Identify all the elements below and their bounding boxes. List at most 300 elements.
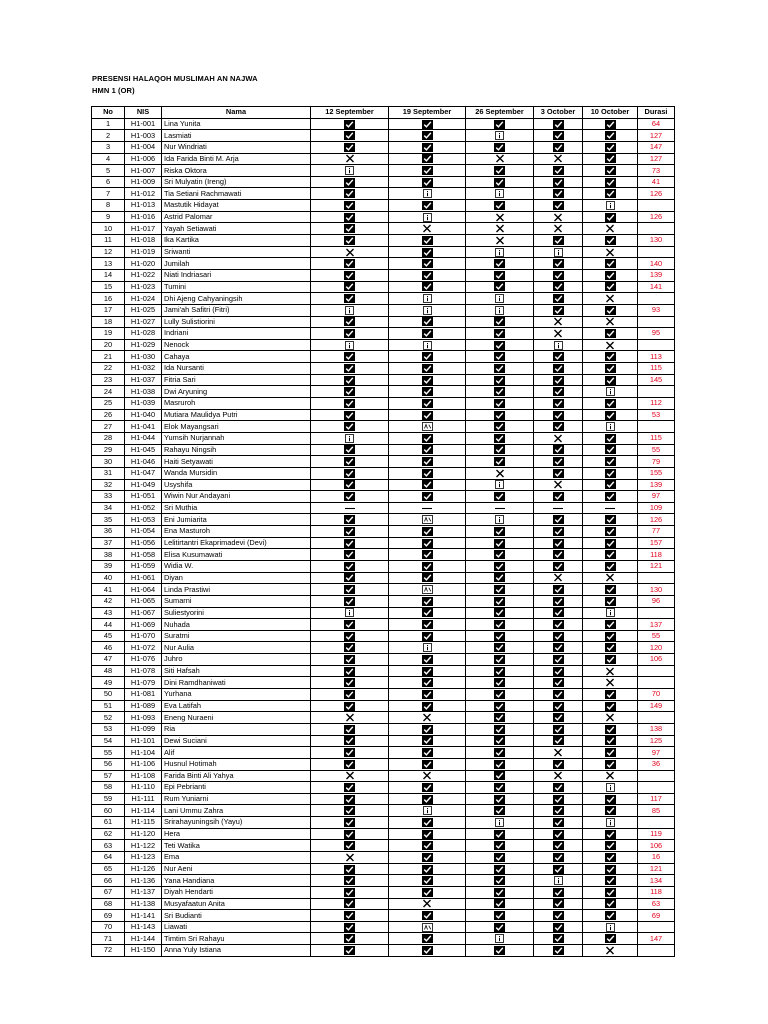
check-box-icon	[494, 632, 505, 641]
table-row	[92, 898, 675, 910]
check-box-icon	[494, 411, 505, 420]
row-number: 43	[92, 607, 125, 619]
attendance-26-september	[466, 176, 534, 188]
attendance-26-september	[466, 840, 534, 852]
check-box-icon	[553, 620, 564, 629]
attendance-19-september	[389, 886, 466, 898]
attendance-12-september	[311, 130, 389, 142]
cross-icon	[553, 224, 563, 233]
check-box-icon	[422, 282, 433, 291]
header-nama: Nama	[162, 107, 311, 119]
attendance-3-october	[534, 852, 583, 864]
attendance-3-october	[534, 502, 583, 514]
attendance-3-october	[534, 875, 583, 887]
table-row	[92, 642, 675, 654]
attendance-10-october	[583, 235, 638, 247]
name-cell: Eneng Nuraeni	[162, 712, 311, 724]
check-box-icon	[344, 120, 355, 129]
attendance-12-september	[311, 409, 389, 421]
check-box-icon	[494, 690, 505, 699]
attendance-3-october	[534, 595, 583, 607]
attendance-3-october	[534, 654, 583, 666]
check-box-icon	[605, 748, 616, 757]
attendance-10-october	[583, 502, 638, 514]
nis-cell: H1-058	[125, 549, 162, 561]
attendance-26-september	[466, 374, 534, 386]
duration-cell	[638, 607, 675, 619]
attendance-12-september	[311, 246, 389, 258]
check-box-icon	[553, 585, 564, 594]
attendance-19-september	[389, 223, 466, 235]
name-cell: Hera	[162, 828, 311, 840]
row-number: 17	[92, 304, 125, 316]
attendance-12-september	[311, 421, 389, 433]
check-box-icon	[494, 562, 505, 571]
check-box-icon	[344, 480, 355, 489]
attendance-10-october	[583, 246, 638, 258]
attendance-10-october	[583, 432, 638, 444]
check-box-icon	[494, 667, 505, 676]
info-box-icon	[606, 608, 615, 617]
name-cell: Ria	[162, 723, 311, 735]
check-box-icon	[605, 795, 616, 804]
check-box-icon	[494, 387, 505, 396]
name-cell: Siti Hafsah	[162, 665, 311, 677]
info-box-icon	[423, 341, 432, 350]
check-box-icon	[494, 760, 505, 769]
check-box-icon	[553, 387, 564, 396]
check-box-icon	[422, 364, 433, 373]
check-box-icon	[553, 259, 564, 268]
check-box-icon	[344, 643, 355, 652]
table-row	[92, 747, 675, 759]
attendance-10-october	[583, 130, 638, 142]
name-cell: Liawati	[162, 921, 311, 933]
table-row	[92, 526, 675, 538]
attendance-26-september	[466, 304, 534, 316]
attendance-19-september	[389, 188, 466, 200]
name-cell: Diyah Hendarti	[162, 886, 311, 898]
duration-cell: 145	[638, 374, 675, 386]
attendance-12-september	[311, 607, 389, 619]
check-box-icon	[422, 201, 433, 210]
attendance-19-september	[389, 200, 466, 212]
attendance-12-september	[311, 921, 389, 933]
table-row	[92, 165, 675, 177]
info-box-icon	[554, 876, 563, 885]
check-box-icon	[553, 702, 564, 711]
attendance-3-october	[534, 619, 583, 631]
nis-cell: H1-020	[125, 258, 162, 270]
attendance-26-september	[466, 537, 534, 549]
check-box-icon	[344, 376, 355, 385]
attendance-26-september	[466, 770, 534, 782]
table-row	[92, 118, 675, 130]
cross-icon	[345, 713, 355, 722]
dash-icon	[344, 504, 356, 513]
check-box-icon	[553, 469, 564, 478]
cross-icon	[495, 154, 505, 163]
name-cell: Sumarni	[162, 595, 311, 607]
table-row	[92, 735, 675, 747]
duration-cell: 139	[638, 479, 675, 491]
table-row	[92, 758, 675, 770]
attendance-3-october	[534, 560, 583, 572]
row-number: 24	[92, 386, 125, 398]
nis-cell: H1-003	[125, 130, 162, 142]
attendance-19-september	[389, 491, 466, 503]
check-box-icon	[344, 457, 355, 466]
duration-cell: 139	[638, 269, 675, 281]
attendance-10-october	[583, 456, 638, 468]
attendance-table	[91, 106, 675, 957]
check-box-icon	[553, 608, 564, 617]
name-cell: Lelitirtantri Ekaprimadevi (Devi)	[162, 537, 311, 549]
check-box-icon	[605, 236, 616, 245]
attendance-19-september	[389, 910, 466, 922]
attendance-3-october	[534, 700, 583, 712]
header-3-october: 3 October	[534, 107, 583, 119]
check-box-icon	[605, 120, 616, 129]
table-row	[92, 211, 675, 223]
check-box-icon	[494, 573, 505, 582]
cross-icon	[345, 853, 355, 862]
check-box-icon	[422, 702, 433, 711]
check-box-icon	[422, 888, 433, 897]
row-number: 23	[92, 374, 125, 386]
nis-cell: H1-045	[125, 444, 162, 456]
check-box-icon	[422, 667, 433, 676]
row-number: 39	[92, 560, 125, 572]
table-row	[92, 654, 675, 666]
duration-cell	[638, 386, 675, 398]
attendance-3-october	[534, 584, 583, 596]
check-box-icon	[422, 248, 433, 257]
attendance-26-september	[466, 654, 534, 666]
check-box-icon	[344, 899, 355, 908]
name-cell: Lasmiati	[162, 130, 311, 142]
attendance-12-september	[311, 537, 389, 549]
row-number: 2	[92, 130, 125, 142]
attendance-12-september	[311, 165, 389, 177]
check-box-icon	[494, 457, 505, 466]
check-box-icon	[422, 434, 433, 443]
check-box-icon	[344, 259, 355, 268]
attendance-10-october	[583, 677, 638, 689]
check-box-icon	[344, 632, 355, 641]
attendance-19-september	[389, 735, 466, 747]
attendance-10-october	[583, 386, 638, 398]
check-box-icon	[344, 422, 355, 431]
check-box-icon	[422, 411, 433, 420]
duration-cell: 77	[638, 526, 675, 538]
row-number: 26	[92, 409, 125, 421]
row-number: 10	[92, 223, 125, 235]
check-box-icon	[605, 480, 616, 489]
row-number: 69	[92, 910, 125, 922]
row-number: 38	[92, 549, 125, 561]
cross-icon	[605, 667, 615, 676]
nis-cell: H1-137	[125, 886, 162, 898]
check-box-icon	[605, 282, 616, 291]
attendance-10-october	[583, 316, 638, 328]
duration-cell: 121	[638, 863, 675, 875]
name-cell: Ida Farida Binti M. Arja	[162, 153, 311, 165]
table-row	[92, 176, 675, 188]
info-box-icon	[345, 341, 354, 350]
check-box-icon	[344, 562, 355, 571]
attendance-12-september	[311, 176, 389, 188]
attendance-3-october	[534, 479, 583, 491]
nis-cell: H1-018	[125, 235, 162, 247]
check-box-icon	[344, 934, 355, 943]
check-box-icon	[494, 143, 505, 152]
check-box-icon	[494, 166, 505, 175]
attendance-10-october	[583, 747, 638, 759]
row-number: 20	[92, 339, 125, 351]
attendance-3-october	[534, 304, 583, 316]
attendance-12-september	[311, 526, 389, 538]
cross-icon	[553, 213, 563, 222]
check-box-icon	[605, 643, 616, 652]
row-number: 37	[92, 537, 125, 549]
duration-cell: 16	[638, 852, 675, 864]
table-row	[92, 153, 675, 165]
cross-icon	[605, 946, 615, 955]
check-box-icon	[605, 725, 616, 734]
check-box-icon	[494, 702, 505, 711]
attendance-19-september	[389, 712, 466, 724]
attendance-12-september	[311, 293, 389, 305]
header-19-september: 19 September	[389, 107, 466, 119]
check-box-icon	[494, 201, 505, 210]
check-box-icon	[422, 725, 433, 734]
attendance-12-september	[311, 758, 389, 770]
cross-icon	[605, 248, 615, 257]
nis-cell: H1-024	[125, 293, 162, 305]
attendance-19-september	[389, 293, 466, 305]
attendance-26-september	[466, 852, 534, 864]
name-cell: Ida Nursanti	[162, 363, 311, 375]
row-number: 51	[92, 700, 125, 712]
check-box-icon	[553, 841, 564, 850]
row-number: 62	[92, 828, 125, 840]
row-number: 12	[92, 246, 125, 258]
header-nis: NIS	[125, 107, 162, 119]
attendance-12-september	[311, 828, 389, 840]
attendance-10-october	[583, 363, 638, 375]
cross-icon	[605, 341, 615, 350]
attendance-19-september	[389, 316, 466, 328]
attendance-3-october	[534, 409, 583, 421]
dash-icon	[494, 504, 506, 513]
name-cell: Nenock	[162, 339, 311, 351]
check-box-icon	[344, 795, 355, 804]
name-cell: Mutiara Maulidya Putri	[162, 409, 311, 421]
attendance-19-september	[389, 770, 466, 782]
check-box-icon	[422, 573, 433, 582]
table-row	[92, 770, 675, 782]
table-row	[92, 805, 675, 817]
attendance-10-october	[583, 223, 638, 235]
check-box-icon	[494, 352, 505, 361]
attendance-12-september	[311, 700, 389, 712]
attendance-26-september	[466, 723, 534, 735]
attendance-12-september	[311, 316, 389, 328]
duration-cell: 79	[638, 456, 675, 468]
attendance-10-october	[583, 165, 638, 177]
table-row	[92, 793, 675, 805]
check-box-icon	[605, 411, 616, 420]
attendance-12-september	[311, 747, 389, 759]
check-box-icon	[494, 492, 505, 501]
check-box-icon	[494, 655, 505, 664]
attendance-19-september	[389, 165, 466, 177]
attendance-10-october	[583, 467, 638, 479]
nis-cell: H1-104	[125, 747, 162, 759]
cross-icon	[605, 678, 615, 687]
name-cell: Widia W.	[162, 560, 311, 572]
name-cell: Nuhada	[162, 619, 311, 631]
name-cell: Wiwin Nur Andayani	[162, 491, 311, 503]
nis-cell: H1-143	[125, 921, 162, 933]
check-box-icon	[344, 585, 355, 594]
check-box-icon	[494, 282, 505, 291]
attendance-10-october	[583, 188, 638, 200]
table-row	[92, 269, 675, 281]
attendance-12-september	[311, 840, 389, 852]
row-number: 50	[92, 689, 125, 701]
duration-cell	[638, 770, 675, 782]
name-cell: Dhi Ajeng Cahyaningsih	[162, 293, 311, 305]
table-row	[92, 351, 675, 363]
row-number: 55	[92, 747, 125, 759]
nis-cell: H1-052	[125, 502, 162, 514]
nis-cell: H1-089	[125, 700, 162, 712]
row-number: 35	[92, 514, 125, 526]
row-number: 44	[92, 619, 125, 631]
attendance-19-september	[389, 595, 466, 607]
table-row	[92, 316, 675, 328]
attendance-3-october	[534, 176, 583, 188]
duration-cell: 115	[638, 363, 675, 375]
attendance-10-october	[583, 619, 638, 631]
check-box-icon	[494, 736, 505, 745]
attendance-3-october	[534, 351, 583, 363]
attendance-10-october	[583, 328, 638, 340]
attendance-12-september	[311, 863, 389, 875]
check-box-icon	[605, 830, 616, 839]
attendance-3-october	[534, 200, 583, 212]
name-cell: Srirahayuningsih (Yayu)	[162, 817, 311, 829]
attendance-10-october	[583, 817, 638, 829]
attendance-26-september	[466, 560, 534, 572]
attendance-26-september	[466, 269, 534, 281]
check-box-icon	[605, 445, 616, 454]
table-row	[92, 467, 675, 479]
nis-cell: H1-046	[125, 456, 162, 468]
attendance-19-september	[389, 642, 466, 654]
attendance-26-september	[466, 898, 534, 910]
attendance-3-october	[534, 281, 583, 293]
table-row	[92, 502, 675, 514]
check-box-icon	[344, 620, 355, 629]
table-row	[92, 945, 675, 957]
name-cell: Lani Ummu Zahra	[162, 805, 311, 817]
table-row	[92, 572, 675, 584]
note-box-icon	[422, 422, 433, 431]
table-row	[92, 444, 675, 456]
name-cell: Lully Sulistiorini	[162, 316, 311, 328]
attendance-19-september	[389, 921, 466, 933]
check-box-icon	[422, 911, 433, 920]
attendance-26-september	[466, 782, 534, 794]
check-box-icon	[494, 678, 505, 687]
attendance-10-october	[583, 153, 638, 165]
attendance-12-september	[311, 817, 389, 829]
attendance-26-september	[466, 689, 534, 701]
nis-cell: H1-064	[125, 584, 162, 596]
name-cell: Dewi Suciani	[162, 735, 311, 747]
attendance-12-september	[311, 654, 389, 666]
duration-cell: 109	[638, 502, 675, 514]
duration-cell: 130	[638, 235, 675, 247]
check-box-icon	[344, 131, 355, 140]
attendance-26-september	[466, 758, 534, 770]
nis-cell: H1-108	[125, 770, 162, 782]
row-number: 65	[92, 863, 125, 875]
name-cell: Anna Yuly Istiana	[162, 945, 311, 957]
row-number: 61	[92, 817, 125, 829]
check-box-icon	[605, 597, 616, 606]
attendance-12-september	[311, 258, 389, 270]
nis-cell: H1-012	[125, 188, 162, 200]
cross-icon	[553, 154, 563, 163]
check-box-icon	[422, 399, 433, 408]
check-box-icon	[344, 236, 355, 245]
row-number: 4	[92, 153, 125, 165]
attendance-10-october	[583, 304, 638, 316]
cross-icon	[345, 771, 355, 780]
nis-cell: H1-150	[125, 945, 162, 957]
attendance-3-october	[534, 607, 583, 619]
attendance-19-september	[389, 409, 466, 421]
attendance-19-september	[389, 805, 466, 817]
duration-cell: 127	[638, 130, 675, 142]
row-number: 3	[92, 141, 125, 153]
attendance-19-september	[389, 118, 466, 130]
attendance-19-september	[389, 852, 466, 864]
check-box-icon	[344, 213, 355, 222]
attendance-10-october	[583, 700, 638, 712]
check-box-icon	[605, 806, 616, 815]
name-cell: Ema	[162, 852, 311, 864]
check-box-icon	[344, 411, 355, 420]
check-box-icon	[494, 876, 505, 885]
check-box-icon	[494, 841, 505, 850]
attendance-3-october	[534, 467, 583, 479]
duration-cell	[638, 782, 675, 794]
nis-cell: H1-093	[125, 712, 162, 724]
duration-cell: 63	[638, 898, 675, 910]
row-number: 58	[92, 782, 125, 794]
header-no: No	[92, 107, 125, 119]
check-box-icon	[605, 306, 616, 315]
table-row	[92, 933, 675, 945]
check-box-icon	[553, 888, 564, 897]
attendance-19-september	[389, 258, 466, 270]
document-subtitle: HMN 1 (OR)	[92, 86, 135, 95]
